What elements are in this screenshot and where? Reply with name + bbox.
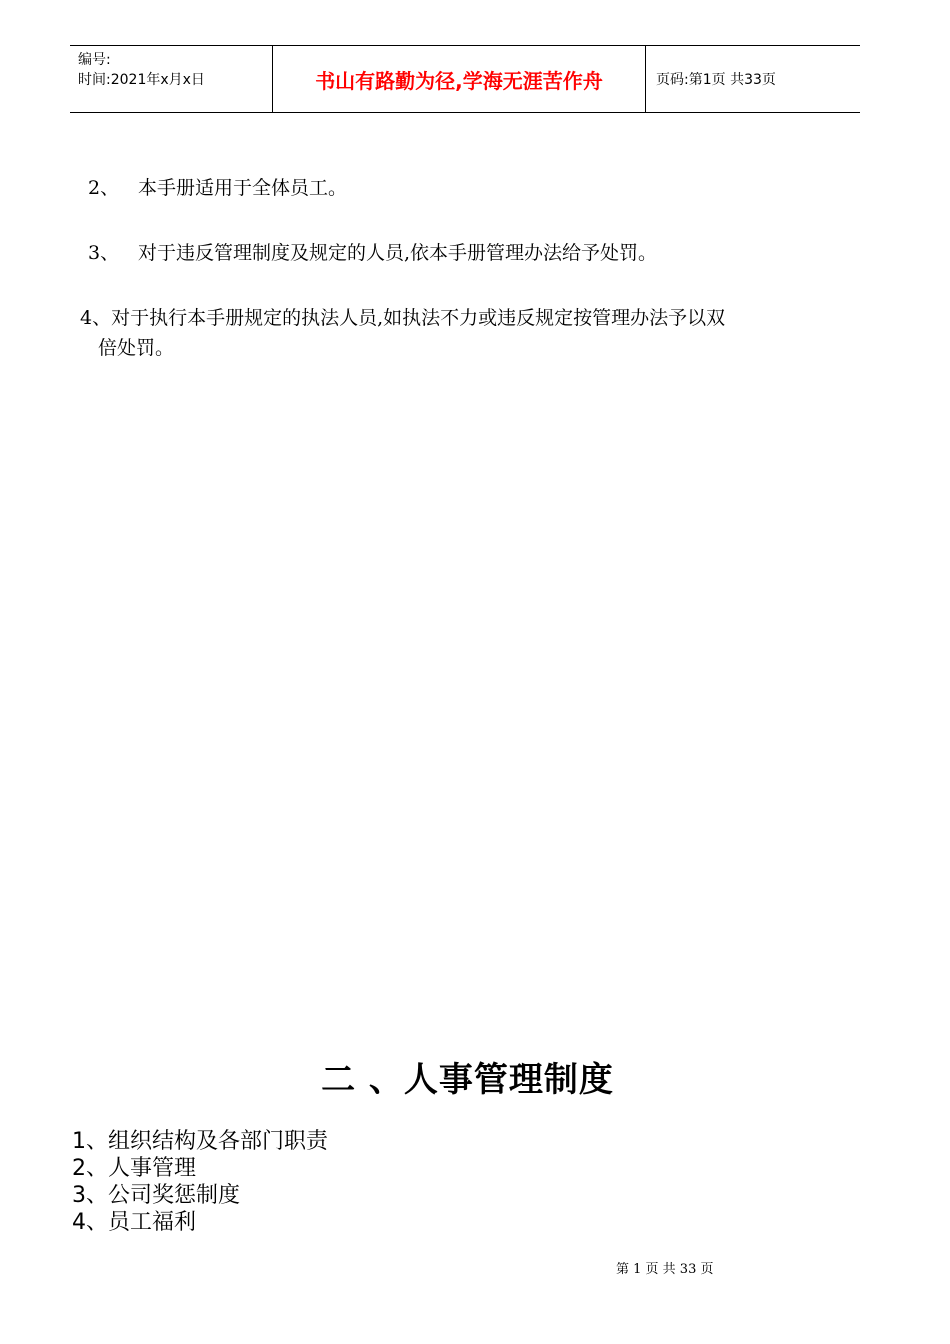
- paragraph-number: 3、: [88, 242, 120, 264]
- document-number-label: 编号:: [78, 52, 111, 68]
- paragraph-line-2: 倍处罚。: [98, 337, 175, 359]
- list-item: 3、公司奖惩制度: [72, 1183, 240, 1208]
- list-item: 4、员工福利: [72, 1210, 196, 1235]
- paragraph-3: [88, 238, 657, 268]
- header-motto: 书山有路勤为径,学海无涯苦作舟: [272, 46, 646, 112]
- paragraph-line-1: 4、对于执行本手册规定的执法人员,如执法不力或违反规定按管理办法予以双: [80, 307, 726, 329]
- page-footer: 第 1 页 共 33 页: [616, 1262, 714, 1277]
- page-header: [70, 45, 860, 113]
- section-title: 二 、人事管理制度: [321, 1060, 614, 1100]
- paragraph-number: 2、: [88, 177, 120, 199]
- paragraph-text: 本手册适用于全体员工。: [138, 177, 348, 199]
- list-item: 1、组织结构及各部门职责: [72, 1129, 328, 1154]
- list-item: 2、人事管理: [72, 1156, 196, 1181]
- header-meta: [70, 46, 272, 112]
- paragraph-text: 对于违反管理制度及规定的人员,依本手册管理办法给予处罚。: [138, 242, 658, 264]
- section-item-list: [72, 1128, 328, 1236]
- header-page-info: 页码:第1页 共33页: [656, 72, 776, 88]
- paragraph-4: [80, 303, 870, 363]
- paragraph-2: [88, 173, 347, 203]
- document-time-label: 时间:2021年x月x日: [78, 72, 205, 88]
